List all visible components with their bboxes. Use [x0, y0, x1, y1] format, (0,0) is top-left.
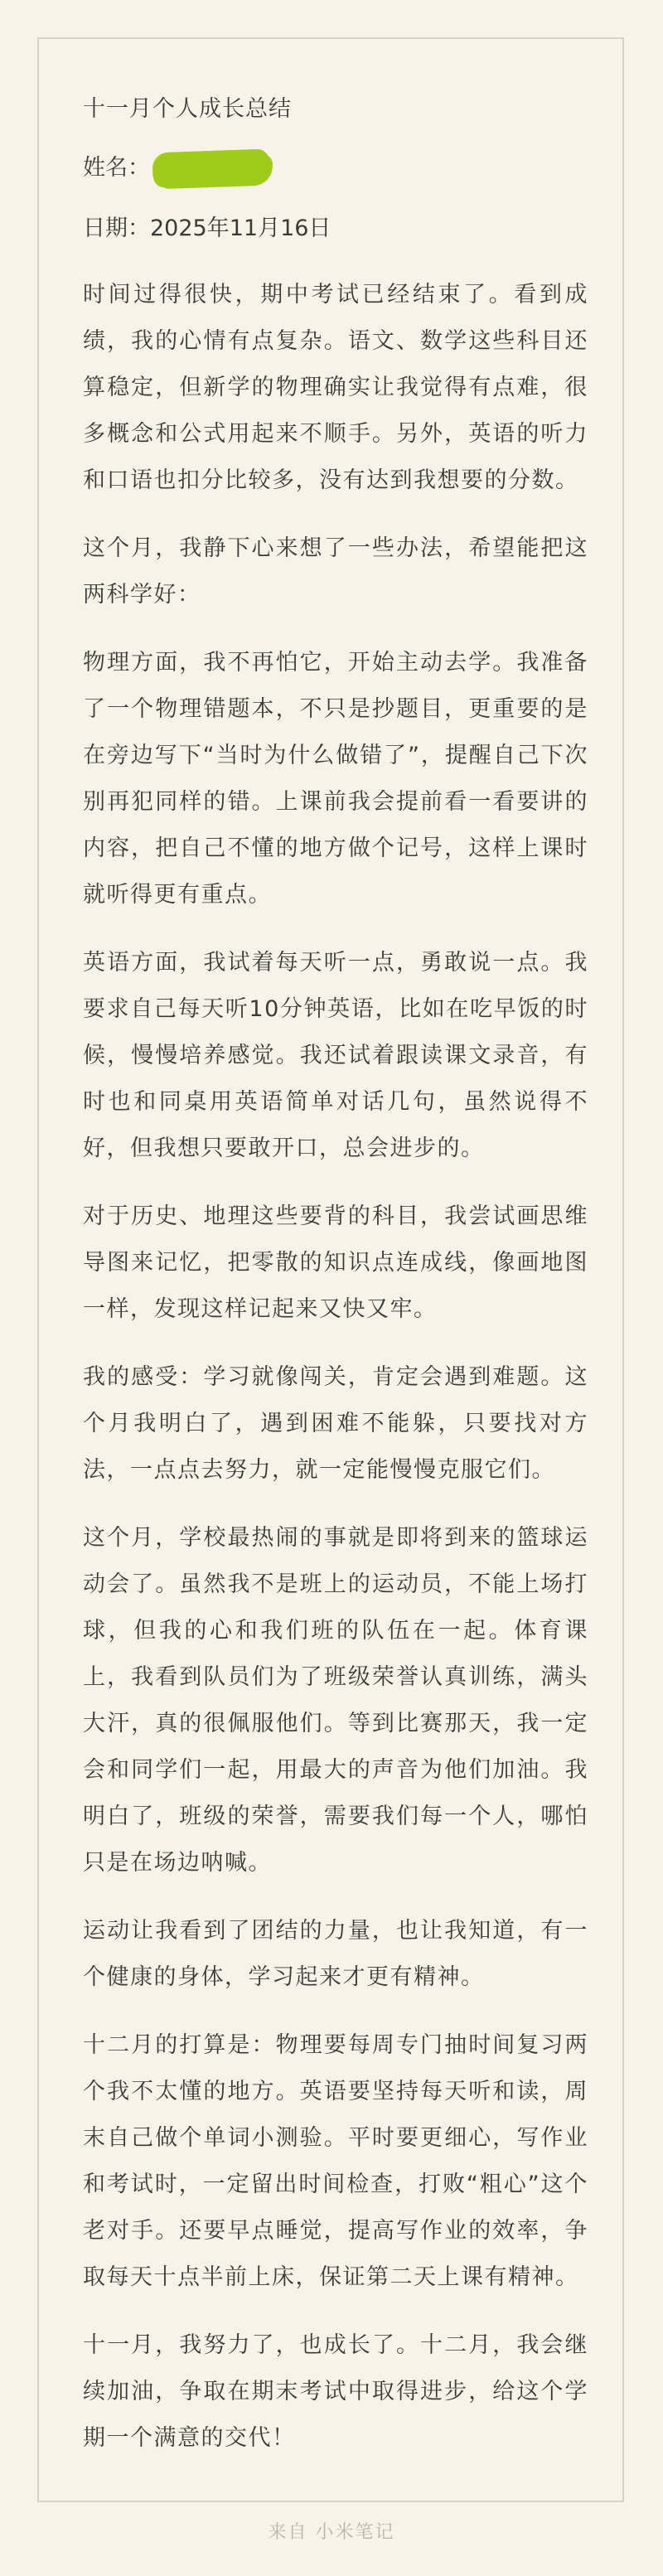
name-redaction-marker: [152, 148, 269, 187]
paragraph-feelings: 我的感受：学习就像闯关，肯定会遇到难题。这个月我明白了，遇到困难不能躲，只要找对方法，一点点去努力，就一定能慢慢克服它们。: [83, 1363, 588, 1483]
paragraph-plan-intro: 这个月，我静下心来想了一些办法，希望能把这两科学好：: [83, 535, 588, 608]
paragraph-basketball: 这个月，学校最热闹的事就是即将到来的篮球运动会了。虽然我不是班上的运动员，不能上场打球，但我的心和我们班的队伍在一起。体育课上，我看到队员们为了班级荣誉认真训练，满头大汗，真的很佩服他们。等到比赛那天，我一定会和同学们一起，用最大的声音为他们加油。我明白了，班级的荣誉，需要我们每一个人，哪怕只是在场边呐喊。: [83, 1524, 588, 1876]
name-label: 姓名：: [83, 155, 150, 182]
paragraph-teamwork: 运动让我看到了团结的力量，也让我知道，有一个健康的身体，学习起来才更有精神。: [83, 1917, 588, 1990]
paragraph-exam-reflection: 时间过得很快，期中考试已经结束了。看到成绩，我的心情有点复杂。语文、数学这些科目还算稳定，但新学的物理确实让我觉得有点难，很多概念和公式用起来不顺手。另外，英语的听力和口语也扣分比较多，没有达到我想要的分数。: [83, 281, 588, 493]
paragraph-history-geography: 对于历史、地理这些要背的科目，我尝试画思维导图来记忆，把零散的知识点连成线，像画地图一样，发现这样记起来又快又牢。: [83, 1203, 588, 1322]
paragraph-physics: 物理方面，我不再怕它，开始主动去学。我准备了一个物理错题本，不只是抄题目，更重要的是在旁边写下“当时为什么做错了”，提醒自己下次别再犯同样的错。上课前我会提前看一看要讲的内容，把自己不懂的地方做个记号，这样上课时就听得更有重点。: [83, 649, 588, 908]
paragraph-conclusion: 十一月，我努力了，也成长了。十二月，我会继续加油，争取在期末考试中取得进步，给这个学期一个满意的交代！: [83, 2331, 588, 2451]
name-line: [83, 150, 588, 186]
note-title: 十一月个人成长总结: [83, 96, 292, 122]
paragraph-december-plan: 十二月的打算是：物理要每周专门抽时间复习两个我不太懂的地方。英语要坚持每天听和读，周末自己做个单词小测验。平时要更细心，写作业和考试时，一定留出时间检查，打败“粗心”这个老对手。还要早点睡觉，提高写作业的效率，争取每天十点半前上床，保证第二天上课有精神。: [83, 2031, 588, 2290]
date-line: 日期：2025年11月16日: [83, 215, 332, 242]
paragraph-english: 英语方面，我试着每天听一点，勇敢说一点。我要求自己每天听10分钟英语，比如在吃早饭的时候，慢慢培养感觉。我还试着跟读课文录音，有时也和同桌用英语简单对话几句，虽然说得不好，但我想只要敢开口，总会进步的。: [83, 949, 588, 1161]
footer-source: 来自 小米笔记: [268, 2522, 395, 2543]
note-content: [83, 91, 588, 2483]
